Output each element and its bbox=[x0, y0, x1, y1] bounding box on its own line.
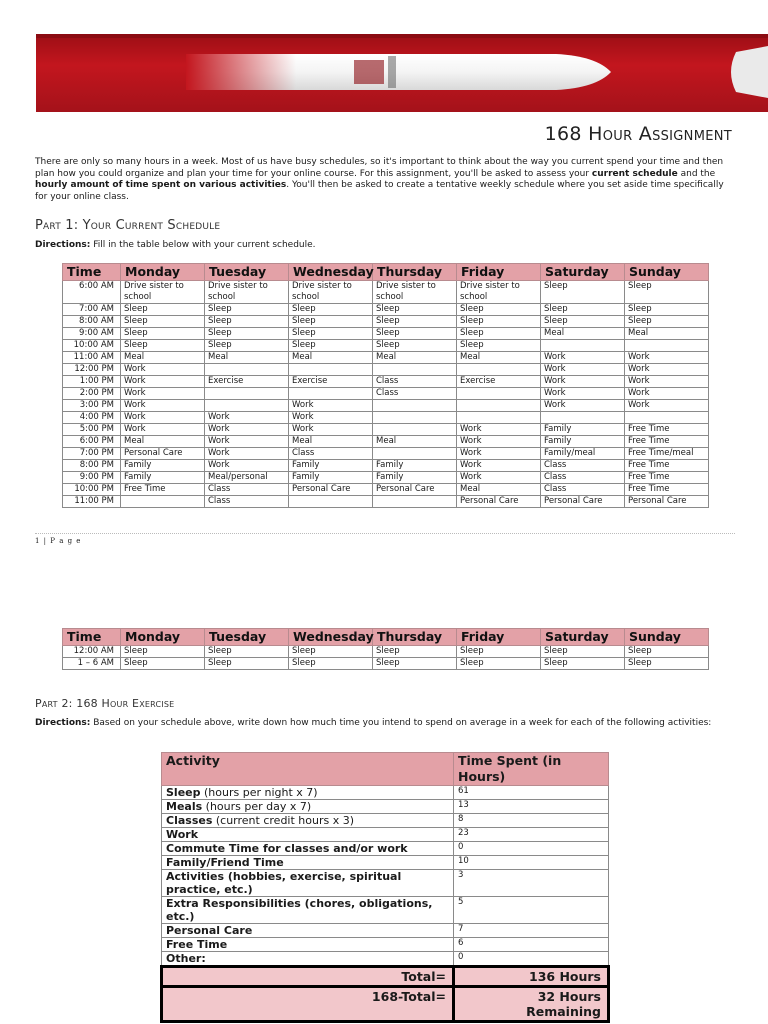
schedule-cell: Meal bbox=[457, 484, 541, 496]
schedule-cell: Drive sister to school bbox=[121, 281, 205, 304]
time-cell: 7:00 AM bbox=[63, 304, 121, 316]
schedule-cell: Free Time bbox=[121, 484, 205, 496]
schedule-cell: Free Time bbox=[625, 472, 709, 484]
time-cell: 1:00 PM bbox=[63, 376, 121, 388]
schedule-cell: Sleep bbox=[541, 316, 625, 328]
schedule-cell bbox=[541, 340, 625, 352]
schedule-cell: Work bbox=[541, 388, 625, 400]
schedule-cell: Meal bbox=[541, 328, 625, 340]
activity-cell bbox=[162, 897, 454, 924]
schedule-cell: Work bbox=[205, 448, 289, 460]
schedule-cell: Work bbox=[541, 364, 625, 376]
schedule-cell: Work bbox=[625, 364, 709, 376]
schedule-cell: Family bbox=[541, 424, 625, 436]
part1-directions: Directions: Fill in the table below with your current schedule. bbox=[35, 240, 316, 250]
schedule-cell: Meal bbox=[289, 352, 373, 364]
schedule-header-cell: Sunday bbox=[625, 629, 709, 646]
activity-label: Other: bbox=[166, 952, 206, 965]
hours-value-cell[interactable]: 7 bbox=[454, 924, 609, 938]
schedule-cell: Work bbox=[205, 460, 289, 472]
schedule-cell: Sleep bbox=[457, 658, 541, 670]
table-row bbox=[63, 646, 709, 658]
table-row bbox=[63, 340, 709, 352]
schedule-cell bbox=[457, 400, 541, 412]
table-row bbox=[63, 400, 709, 412]
activity-label: Meals bbox=[166, 800, 203, 813]
schedule-cell: Class bbox=[373, 376, 457, 388]
schedule-cell: Personal Care bbox=[373, 484, 457, 496]
schedule-cell bbox=[541, 412, 625, 424]
schedule-cell: Sleep bbox=[625, 304, 709, 316]
time-cell: 9:00 PM bbox=[63, 472, 121, 484]
time-cell: 5:00 PM bbox=[63, 424, 121, 436]
total-row bbox=[162, 987, 609, 1022]
schedule-cell: Free Time bbox=[625, 460, 709, 472]
schedule-cell: Family bbox=[373, 460, 457, 472]
table-row bbox=[63, 412, 709, 424]
hours-value-cell[interactable]: 0 bbox=[454, 952, 609, 967]
schedule-cell: Work bbox=[625, 376, 709, 388]
schedule-cell: Sleep bbox=[121, 304, 205, 316]
schedule-header-cell: Time bbox=[63, 629, 121, 646]
table-row bbox=[63, 472, 709, 484]
schedule-cell: Sleep bbox=[457, 646, 541, 658]
table-row bbox=[162, 952, 609, 967]
schedule-cell: Work bbox=[121, 400, 205, 412]
table-row bbox=[63, 484, 709, 496]
table-row bbox=[162, 924, 609, 938]
activity-cell bbox=[162, 800, 454, 814]
schedule-cell: Personal Care bbox=[541, 496, 625, 508]
schedule-cell: Drive sister to school bbox=[373, 281, 457, 304]
schedule-cell: Sleep bbox=[205, 304, 289, 316]
time-cell: 1 – 6 AM bbox=[63, 658, 121, 670]
intro-paragraph: There are only so many hours in a week. Most of us have busy schedules, so it's important to think about the way you current spend your time and then plan how you could organize and plan your time for your online course. For this assignment, you'll be asked to assess your current schedule and the hourly amount of time spent on various activities. You'll then be asked to create a tentative weekly schedule where you set aside time specifically for your online class. bbox=[35, 157, 724, 202]
schedule-header-cell: Thursday bbox=[373, 264, 457, 281]
schedule-cell: Work bbox=[457, 460, 541, 472]
schedule-cell: Sleep bbox=[625, 281, 709, 304]
schedule-cell: Class bbox=[289, 448, 373, 460]
schedule-cell: Sleep bbox=[541, 281, 625, 304]
hours-value-cell[interactable]: 6 bbox=[454, 938, 609, 952]
schedule-cell: Work bbox=[541, 376, 625, 388]
schedule-cell: Sleep bbox=[289, 316, 373, 328]
schedule-cell: Sleep bbox=[205, 340, 289, 352]
activity-cell bbox=[162, 938, 454, 952]
table-row bbox=[63, 328, 709, 340]
schedule-cell: Family bbox=[121, 460, 205, 472]
schedule-cell: Family bbox=[373, 472, 457, 484]
schedule-cell: Sleep bbox=[541, 658, 625, 670]
schedule-cell: Work bbox=[205, 412, 289, 424]
schedule-cell: Family bbox=[121, 472, 205, 484]
table-row bbox=[63, 424, 709, 436]
schedule-cell: Class bbox=[205, 484, 289, 496]
schedule-cell bbox=[373, 412, 457, 424]
total-value: 32 Hours Remaining bbox=[454, 987, 609, 1022]
schedule-cell: Meal bbox=[289, 436, 373, 448]
time-cell: 6:00 AM bbox=[63, 281, 121, 304]
schedule-cell: Personal Care bbox=[625, 496, 709, 508]
schedule-header-cell: Friday bbox=[457, 264, 541, 281]
schedule-cell: Drive sister to school bbox=[289, 281, 373, 304]
hours-value-cell[interactable]: 23 bbox=[454, 828, 609, 842]
schedule-cell: Sleep bbox=[205, 316, 289, 328]
schedule-cell: Free Time/meal bbox=[625, 448, 709, 460]
time-cell: 8:00 AM bbox=[63, 316, 121, 328]
schedule-cell: Sleep bbox=[121, 646, 205, 658]
schedule-cell: Sleep bbox=[289, 304, 373, 316]
schedule-cell: Work bbox=[121, 412, 205, 424]
table-row bbox=[63, 448, 709, 460]
time-cell: 12:00 PM bbox=[63, 364, 121, 376]
schedule-cell bbox=[289, 364, 373, 376]
schedule-cell bbox=[121, 496, 205, 508]
schedule-cell: Family bbox=[289, 472, 373, 484]
schedule-cell: Sleep bbox=[289, 646, 373, 658]
schedule-cell: Sleep bbox=[541, 304, 625, 316]
schedule-cell: Work bbox=[289, 412, 373, 424]
schedule-cell: Sleep bbox=[373, 328, 457, 340]
time-cell: 3:00 PM bbox=[63, 400, 121, 412]
schedule-header-row bbox=[63, 264, 709, 281]
part1-heading: Part 1: Your Current Schedule bbox=[35, 218, 221, 233]
activity-label: Sleep bbox=[166, 786, 201, 799]
schedule-cell: Class bbox=[541, 484, 625, 496]
schedule-cell: Sleep bbox=[373, 304, 457, 316]
schedule-cell: Meal bbox=[457, 352, 541, 364]
schedule-cell bbox=[205, 364, 289, 376]
schedule-cell bbox=[289, 496, 373, 508]
schedule-cell: Work bbox=[541, 400, 625, 412]
schedule-cell: Work bbox=[625, 400, 709, 412]
schedule-header-cell: Friday bbox=[457, 629, 541, 646]
schedule-cell: Sleep bbox=[625, 658, 709, 670]
schedule-cell: Work bbox=[289, 400, 373, 412]
hours-value-cell[interactable]: 8 bbox=[454, 814, 609, 828]
time-spent-header: Time Spent (in Hours) bbox=[454, 753, 609, 786]
hours-value-cell[interactable]: 0 bbox=[454, 842, 609, 856]
schedule-cell: Meal bbox=[121, 436, 205, 448]
schedule-cell: Sleep bbox=[289, 340, 373, 352]
time-cell: 4:00 PM bbox=[63, 412, 121, 424]
time-cell: 9:00 AM bbox=[63, 328, 121, 340]
activity-label: Personal Care bbox=[166, 924, 253, 937]
schedule-cell: Class bbox=[541, 472, 625, 484]
schedule-header-cell: Tuesday bbox=[205, 264, 289, 281]
table-row bbox=[63, 436, 709, 448]
schedule-cell bbox=[625, 412, 709, 424]
night-schedule-table bbox=[62, 628, 709, 670]
schedule-header-cell: Monday bbox=[121, 264, 205, 281]
time-cell: 11:00 AM bbox=[63, 352, 121, 364]
activity-cell bbox=[162, 842, 454, 856]
page-footer: 1 | P a g e bbox=[35, 537, 82, 545]
table-row bbox=[162, 828, 609, 842]
table-row bbox=[63, 304, 709, 316]
table-row bbox=[162, 856, 609, 870]
schedule-cell: Sleep bbox=[373, 658, 457, 670]
table-row bbox=[162, 897, 609, 924]
schedule-header-cell: Tuesday bbox=[205, 629, 289, 646]
activity-label: Free Time bbox=[166, 938, 228, 951]
schedule-cell: Exercise bbox=[289, 376, 373, 388]
table-row bbox=[162, 800, 609, 814]
time-cell: 11:00 PM bbox=[63, 496, 121, 508]
schedule-cell: Sleep bbox=[205, 658, 289, 670]
schedule-cell: Free Time bbox=[625, 484, 709, 496]
schedule-header-cell: Monday bbox=[121, 629, 205, 646]
part2-heading: Part 2: 168 Hour Exercise bbox=[35, 697, 175, 710]
schedule-cell: Sleep bbox=[121, 328, 205, 340]
schedule-cell: Class bbox=[373, 388, 457, 400]
schedule-cell bbox=[373, 364, 457, 376]
hours-value-cell[interactable]: 61 bbox=[454, 786, 609, 800]
table-row bbox=[63, 376, 709, 388]
schedule-cell: Sleep bbox=[373, 316, 457, 328]
schedule-cell: Work bbox=[121, 388, 205, 400]
schedule-cell: Work bbox=[121, 424, 205, 436]
schedule-cell: Free Time bbox=[625, 436, 709, 448]
activity-header: Activity bbox=[162, 753, 454, 786]
table-row bbox=[162, 814, 609, 828]
table-row bbox=[63, 352, 709, 364]
total-row bbox=[162, 967, 609, 987]
schedule-cell: Work bbox=[121, 376, 205, 388]
table-row bbox=[63, 316, 709, 328]
schedule-cell: Work bbox=[457, 448, 541, 460]
schedule-cell: Sleep bbox=[457, 316, 541, 328]
schedule-cell: Sleep bbox=[457, 340, 541, 352]
schedule-cell bbox=[373, 400, 457, 412]
activity-cell bbox=[162, 924, 454, 938]
part2-directions: Directions: Based on your schedule above, write down how much time you intend to spend on average in a week for each of the following activities: bbox=[35, 718, 712, 728]
schedule-header-row bbox=[63, 629, 709, 646]
schedule-header-cell: Saturday bbox=[541, 629, 625, 646]
total-value: 136 Hours bbox=[454, 967, 609, 987]
schedule-cell bbox=[373, 448, 457, 460]
schedule-cell bbox=[205, 400, 289, 412]
schedule-cell: Class bbox=[205, 496, 289, 508]
schedule-cell: Family bbox=[541, 436, 625, 448]
page-title: 168 Hour Assignment bbox=[544, 123, 732, 145]
schedule-header-cell: Wednesday bbox=[289, 629, 373, 646]
activity-label: Family/Friend Time bbox=[166, 856, 284, 869]
schedule-cell: Personal Care bbox=[457, 496, 541, 508]
schedule-cell: Meal bbox=[121, 352, 205, 364]
schedule-cell: Sleep bbox=[541, 646, 625, 658]
table-row bbox=[63, 281, 709, 304]
schedule-header-cell: Thursday bbox=[373, 629, 457, 646]
schedule-cell: Exercise bbox=[205, 376, 289, 388]
time-cell: 12:00 AM bbox=[63, 646, 121, 658]
banner-graphic bbox=[36, 34, 768, 112]
activity-note: (hours per night x 7) bbox=[200, 786, 318, 799]
table-row bbox=[63, 496, 709, 508]
schedule-cell bbox=[457, 364, 541, 376]
table-row bbox=[162, 842, 609, 856]
activity-hours-table bbox=[160, 752, 610, 1023]
schedule-cell: Sleep bbox=[121, 658, 205, 670]
schedule-cell: Work bbox=[457, 424, 541, 436]
schedule-cell: Sleep bbox=[625, 316, 709, 328]
schedule-cell: Work bbox=[457, 436, 541, 448]
schedule-header-cell: Sunday bbox=[625, 264, 709, 281]
schedule-cell: Work bbox=[457, 472, 541, 484]
activity-note: (hours per day x 7) bbox=[202, 800, 312, 813]
table-row bbox=[63, 388, 709, 400]
time-cell: 10:00 PM bbox=[63, 484, 121, 496]
time-cell: 6:00 PM bbox=[63, 436, 121, 448]
schedule-cell: Work bbox=[205, 436, 289, 448]
schedule-cell: Work bbox=[121, 364, 205, 376]
activity-cell bbox=[162, 814, 454, 828]
schedule-cell bbox=[625, 340, 709, 352]
schedule-cell bbox=[373, 424, 457, 436]
schedule-cell: Meal bbox=[205, 352, 289, 364]
activity-cell bbox=[162, 952, 454, 967]
activity-cell bbox=[162, 786, 454, 800]
schedule-cell: Sleep bbox=[205, 328, 289, 340]
table-row bbox=[63, 658, 709, 670]
schedule-cell: Work bbox=[541, 352, 625, 364]
schedule-cell: Personal Care bbox=[289, 484, 373, 496]
hours-value-cell[interactable]: 10 bbox=[454, 856, 609, 870]
activity-cell bbox=[162, 856, 454, 870]
current-schedule-table bbox=[62, 263, 709, 508]
activity-label: Commute Time for classes and/or work bbox=[166, 842, 408, 855]
time-cell: 10:00 AM bbox=[63, 340, 121, 352]
activity-label: Classes bbox=[166, 814, 213, 827]
schedule-cell: Family/meal bbox=[541, 448, 625, 460]
activity-label: Extra Responsibilities (chores, obligations, etc.) bbox=[166, 897, 433, 923]
schedule-header-cell: Saturday bbox=[541, 264, 625, 281]
total-label: Total= bbox=[162, 967, 454, 987]
schedule-cell: Sleep bbox=[457, 328, 541, 340]
schedule-cell bbox=[457, 412, 541, 424]
schedule-cell bbox=[205, 388, 289, 400]
schedule-cell: Class bbox=[541, 460, 625, 472]
table-row bbox=[162, 870, 609, 897]
schedule-cell: Sleep bbox=[373, 340, 457, 352]
schedule-cell bbox=[457, 388, 541, 400]
schedule-cell: Drive sister to school bbox=[457, 281, 541, 304]
time-cell: 2:00 PM bbox=[63, 388, 121, 400]
schedule-header-cell: Wednesday bbox=[289, 264, 373, 281]
schedule-cell: Work bbox=[625, 388, 709, 400]
schedule-cell: Work bbox=[625, 352, 709, 364]
table-row bbox=[63, 364, 709, 376]
hours-value-cell[interactable]: 5 bbox=[454, 897, 609, 924]
hours-value-cell[interactable]: 3 bbox=[454, 870, 609, 897]
activity-cell bbox=[162, 870, 454, 897]
schedule-cell: Sleep bbox=[457, 304, 541, 316]
schedule-header-cell: Time bbox=[63, 264, 121, 281]
schedule-cell bbox=[289, 388, 373, 400]
schedule-cell: Sleep bbox=[121, 316, 205, 328]
time-cell: 7:00 PM bbox=[63, 448, 121, 460]
table-row bbox=[63, 460, 709, 472]
schedule-cell: Sleep bbox=[121, 340, 205, 352]
activity-cell bbox=[162, 828, 454, 842]
activity-label: Work bbox=[166, 828, 199, 841]
page-footer-divider bbox=[35, 533, 735, 534]
hours-value-cell[interactable]: 13 bbox=[454, 800, 609, 814]
schedule-cell: Drive sister to school bbox=[205, 281, 289, 304]
table-row bbox=[162, 786, 609, 800]
schedule-cell: Meal bbox=[373, 436, 457, 448]
schedule-cell: Work bbox=[205, 424, 289, 436]
activity-label: Activities (hobbies, exercise, spiritual practice, etc.) bbox=[166, 870, 402, 896]
activity-note: (current credit hours x 3) bbox=[212, 814, 355, 827]
schedule-cell: Sleep bbox=[625, 646, 709, 658]
schedule-cell: Sleep bbox=[373, 646, 457, 658]
schedule-cell: Exercise bbox=[457, 376, 541, 388]
schedule-cell: Work bbox=[289, 424, 373, 436]
schedule-cell: Family bbox=[289, 460, 373, 472]
schedule-cell: Meal/personal bbox=[205, 472, 289, 484]
total-label: 168-Total= bbox=[162, 987, 454, 1022]
schedule-cell: Sleep bbox=[205, 646, 289, 658]
schedule-cell: Meal bbox=[373, 352, 457, 364]
header-banner bbox=[36, 34, 768, 112]
schedule-cell: Sleep bbox=[289, 658, 373, 670]
time-cell: 8:00 PM bbox=[63, 460, 121, 472]
schedule-cell: Sleep bbox=[289, 328, 373, 340]
schedule-cell: Meal bbox=[625, 328, 709, 340]
table-row bbox=[162, 938, 609, 952]
schedule-cell: Personal Care bbox=[121, 448, 205, 460]
schedule-cell bbox=[373, 496, 457, 508]
schedule-cell: Free Time bbox=[625, 424, 709, 436]
